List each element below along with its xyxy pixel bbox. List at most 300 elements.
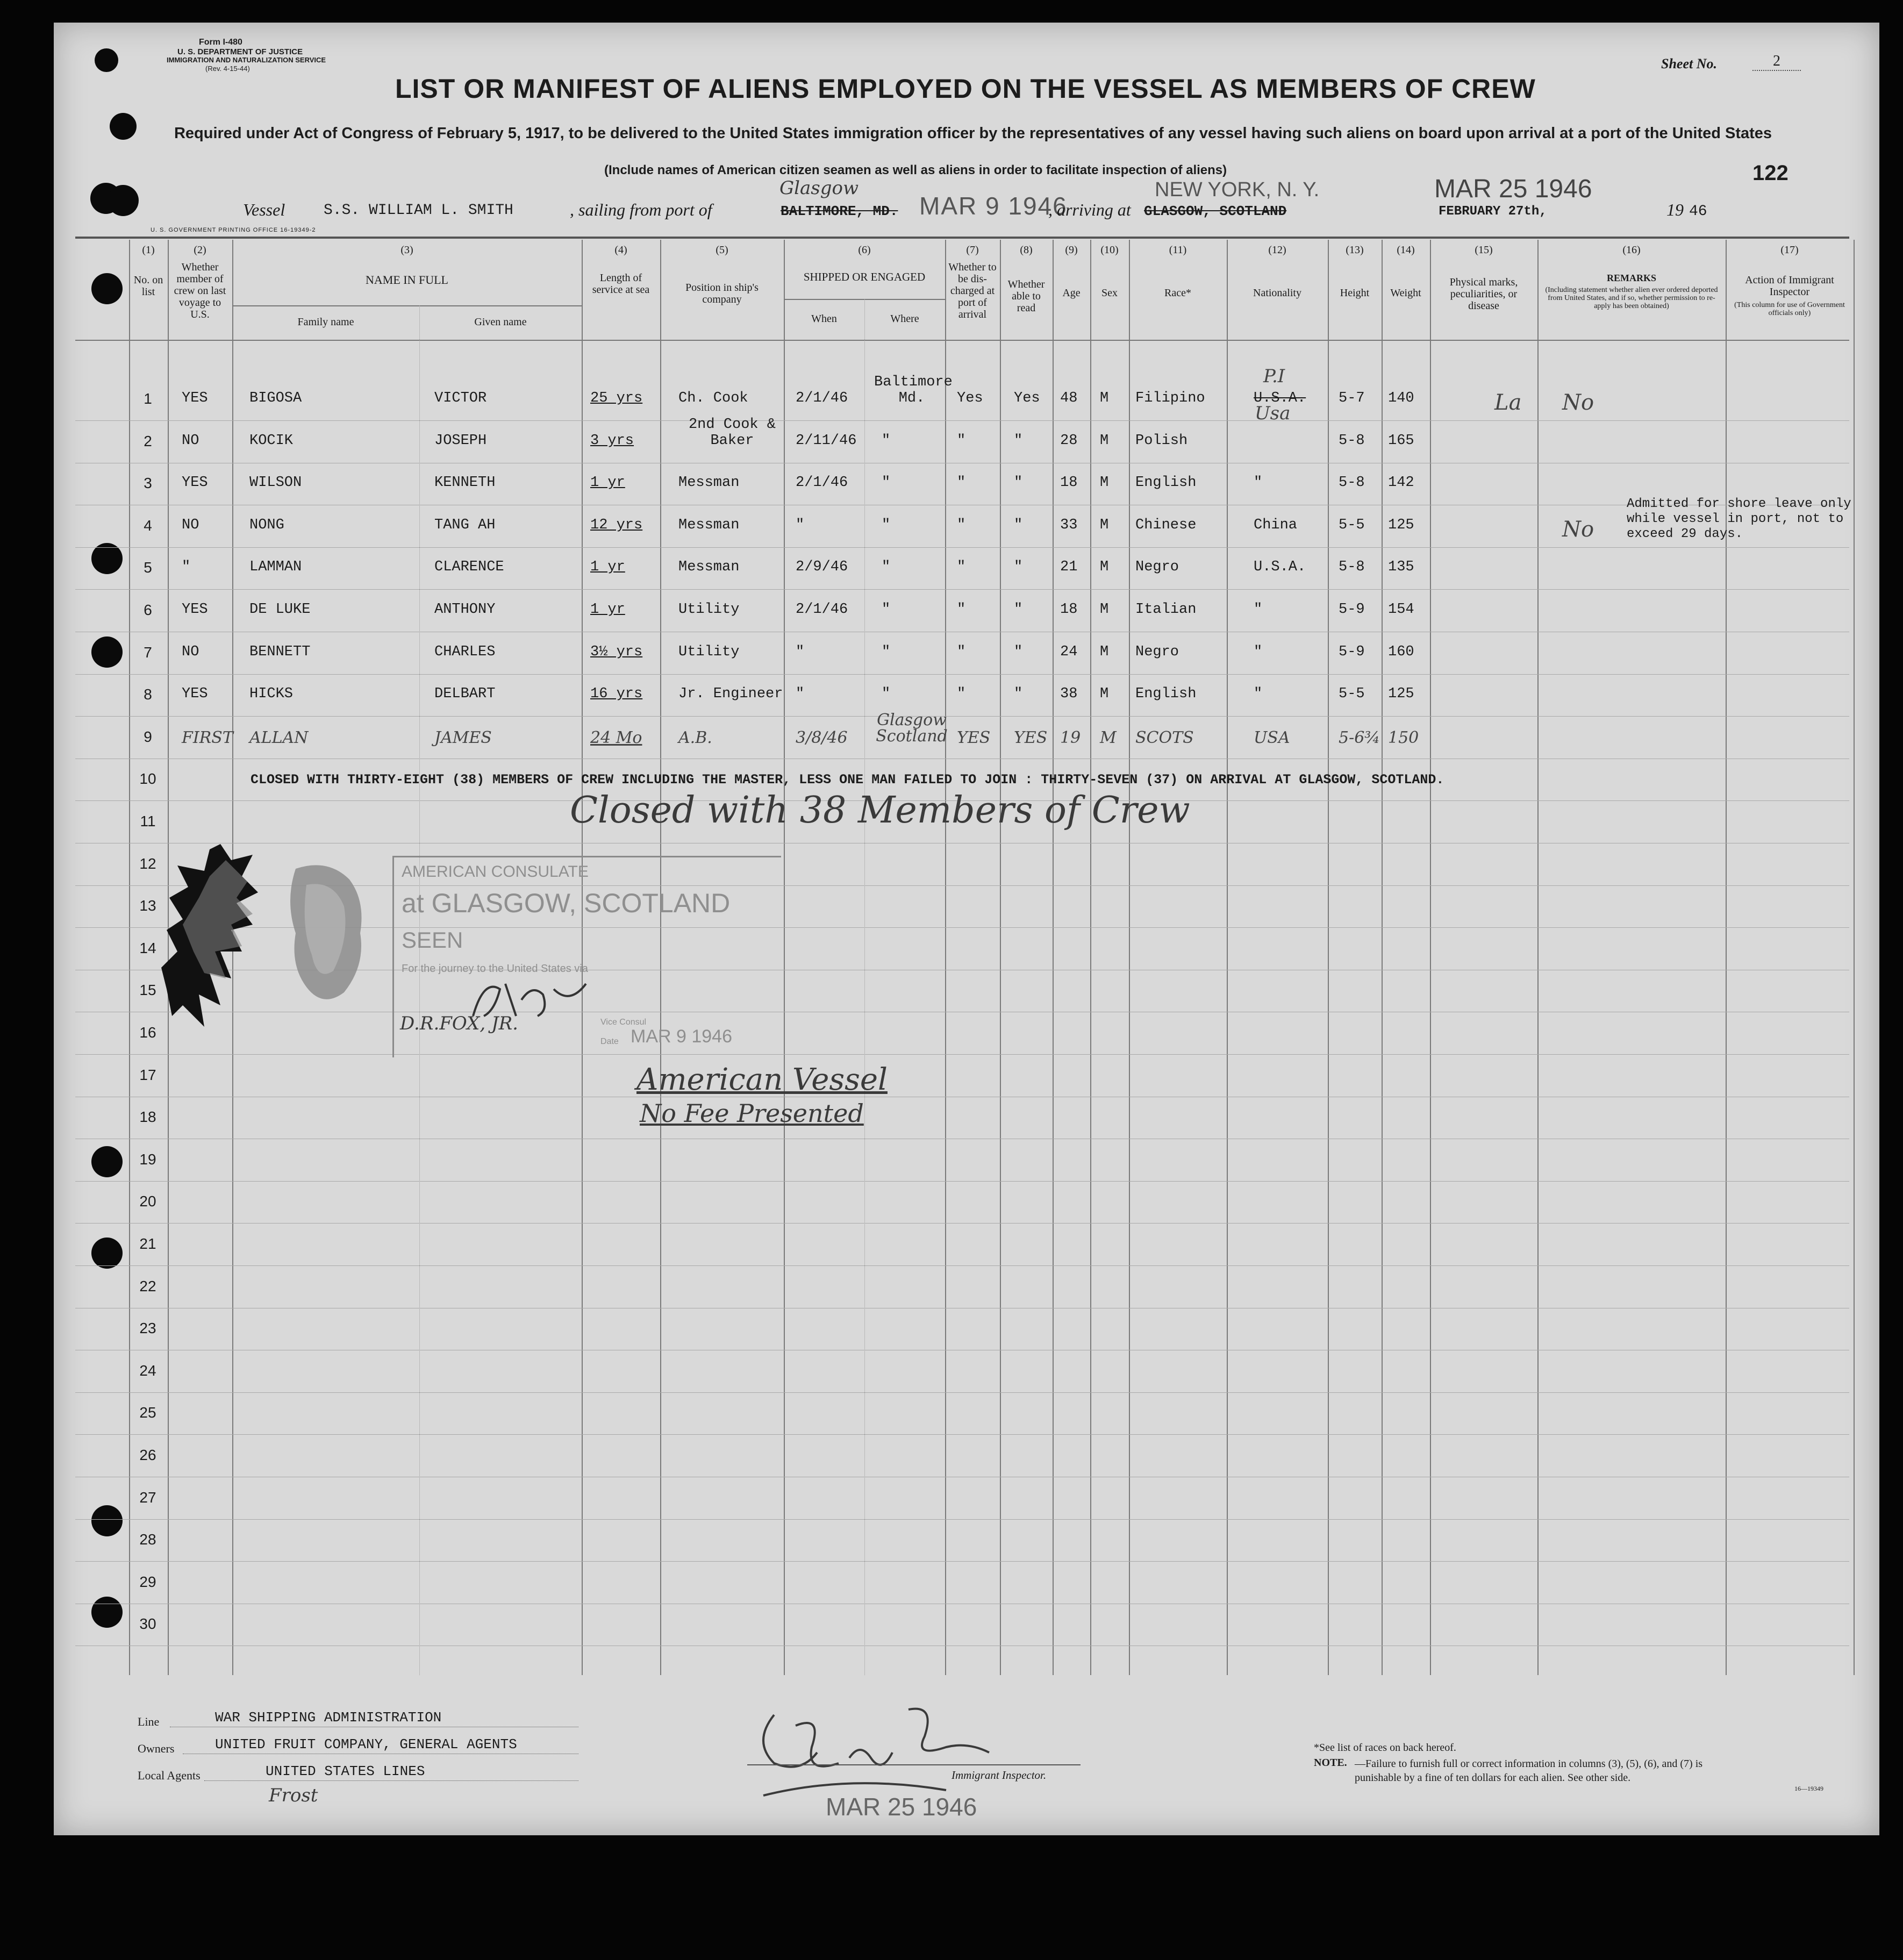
able-to-read-cell: Yes [1014,390,1040,406]
height-cell: 5-9 [1339,643,1365,660]
col-header-service: Length of service at sea [592,272,650,296]
footer-line-value: WAR SHIPPING ADMINISTRATION [215,1709,442,1726]
col-divider [1227,240,1228,1675]
note-text: —Failure to furnish full or correct information in columns (3), (5), (6), and (7) is punishable by a fine of ten dollars for each alien. See other side. [1355,1758,1703,1784]
age-cell: 38 [1060,686,1078,703]
height-cell: 5-8 [1339,475,1365,491]
height-cell: 5-7 [1339,390,1365,406]
sex-cell: M [1100,432,1109,449]
shipped-when-cell: " [796,643,805,660]
shipped-where-cell: " [882,602,891,618]
sex-cell: M [1100,686,1109,703]
family-name-cell: DE LUKE [249,602,311,618]
row-number: 10 [139,770,156,788]
binder-hole [91,273,123,304]
weight-cell: 135 [1388,559,1414,576]
last-voyage-cell: NO [182,432,199,449]
given-name-cell: JAMES [434,728,492,747]
footer-agents-label: Local Agents [138,1769,201,1782]
race-cell: Polish [1135,432,1188,449]
family-name-cell: LAMMAN [249,559,302,576]
able-to-read-cell: " [1014,559,1023,576]
consulate-stamp-line3: SEEN [402,927,463,953]
footer-agents-handwritten: Frost [269,1785,318,1806]
given-name-cell: KENNETH [434,475,496,491]
position-cell: Messman [678,559,740,576]
height-cell: 5-8 [1339,432,1365,449]
row-line [75,1054,1849,1055]
col-divider [1000,240,1001,1675]
discharged-cell: " [957,559,966,576]
shipped-when-cell: 2/9/46 [796,559,848,576]
row-number: 12 [139,855,156,872]
sex-cell: M [1100,475,1109,491]
shipped-where-cell: Baltimore Md. [874,374,953,406]
nationality-cell: " [1254,475,1263,491]
note-label: NOTE. [1314,1757,1347,1769]
row-line [75,420,1849,421]
nationality-cell: U.S.A. [1254,559,1306,576]
race-cell: Chinese [1135,517,1197,533]
american-vessel-annotation: American Vessel [636,1062,888,1097]
discharged-cell: YES [957,728,991,747]
age-cell: 33 [1060,517,1078,533]
revision: (Rev. 4-15-44) [205,65,250,73]
shipped-when-cell: " [796,686,805,703]
col-header-inspector-note: (This column for use of Government officials only) [1734,301,1845,317]
closing-typed-line: CLOSED WITH THIRTY-EIGHT (38) MEMBERS OF CREW INCLUDING THE MASTER, LESS ONE MAN FAILED TO JOIN : THIRTY-SEVEN (37) ON ARRIVAL AT GLASGOW, SCOTLAND. [251,772,1444,788]
shipped-when-cell: " [796,517,805,533]
sheet-label: Sheet No. [1661,56,1717,71]
row-number: 15 [139,982,156,999]
service-cell: 3½ yrs [590,643,643,660]
row-number: 16 [139,1024,156,1041]
race-cell: Negro [1135,559,1179,576]
family-name-cell: HICKS [249,686,294,703]
col-divider [1726,240,1727,1675]
sex-cell: M [1100,517,1109,533]
last-voyage-cell: FIRST [182,728,233,747]
discharged-cell: " [957,602,966,618]
binder-hole [91,1237,123,1269]
col-divider [1053,240,1054,1675]
able-to-read-cell: " [1014,475,1023,491]
row-number: 23 [139,1320,156,1337]
sex-cell: M [1100,559,1109,576]
row-number: 27 [139,1489,156,1506]
row-line [75,1265,1849,1266]
row-number: 8 [144,686,152,703]
remarks-cell: No [1562,390,1594,415]
last-voyage-cell: NO [182,517,199,533]
able-to-read-cell: " [1014,686,1023,703]
row-line [75,1223,1849,1224]
race-cell: Filipino [1135,390,1205,406]
col-num-7: (7) [966,244,979,256]
given-name-cell: CLARENCE [434,559,504,576]
shipped-where-cell: " [882,559,891,576]
table-header-border [75,340,1849,341]
physical-marks-cell: La [1494,390,1522,415]
year-suffix: 46 [1689,203,1707,220]
inspector-signature-rule [747,1764,1081,1765]
col-header-weight: Weight [1390,287,1421,299]
footer-agents-rule [204,1780,578,1781]
shipped-where-cell: " [882,432,891,449]
race-cell: English [1135,475,1197,491]
consulate-stamp-line4: For the journey to the United States via [402,963,588,975]
col-header-height: Height [1340,287,1370,299]
last-voyage-cell: YES [182,475,208,491]
col-header-read: Whether able to read [1007,278,1045,314]
col-num-16: (16) [1622,244,1641,256]
row-number: 3 [144,475,152,492]
inspector-label: Immigrant Inspector. [952,1769,1047,1782]
col-divider [945,240,946,1675]
service-cell: 12 yrs [590,517,643,533]
family-name-cell: WILSON [249,475,302,491]
service-cell: 1 yr [590,602,625,618]
last-voyage-cell: YES [182,602,208,618]
row-number: 30 [139,1615,156,1633]
race-cell: English [1135,686,1197,703]
position-cell: Utility [678,602,740,618]
col-header-no: No. on list [133,274,163,298]
shipped-when-cell: 2/11/46 [796,432,857,449]
able-to-read-cell: " [1014,517,1023,533]
consulate-date-label: Date [600,1037,619,1046]
col-header-sex: Sex [1101,287,1118,299]
row-number: 21 [139,1235,156,1252]
weight-cell: 154 [1388,602,1414,618]
required-text: Required under Act of Congress of February 5, 1917, to be delivered to the United States immigration officer by the representatives of any vessel having such aliens on board upon arrival at a port of the United States [174,125,1772,142]
service-cell: 24 Mo [590,728,642,747]
row-number: 13 [139,897,156,914]
sailing-label: , sailing from port of [570,200,712,219]
row-number: 5 [144,559,152,576]
col-header-inspector-action: Action of Immigrant Inspector [1745,274,1834,298]
col-header-age: Age [1062,287,1081,299]
service-cell: 16 yrs [590,686,643,703]
footer-owners-label: Owners [138,1742,175,1755]
discharged-cell: " [957,475,966,491]
service: IMMIGRATION AND NATURALIZATION SERVICE [167,56,326,64]
row-line [75,1181,1849,1182]
col-header-race: Race* [1164,287,1191,299]
sailing-date-stamp: MAR 9 1946 [919,192,1068,220]
shipped-when-cell: 2/1/46 [796,390,848,406]
row-number: 17 [139,1066,156,1083]
form-title: LIST OR MANIFEST OF ALIENS EMPLOYED ON THE VESSEL AS MEMBERS OF CREW [395,74,1536,104]
col-divider [1854,240,1855,1675]
weight-cell: 150 [1388,728,1419,747]
col-num-14: (14) [1397,244,1415,256]
row-number: 20 [139,1193,156,1210]
nationality-handwritten: Usa [1255,402,1291,424]
nationality-cell: USA [1254,728,1290,747]
race-cell: Italian [1135,602,1197,618]
position-cell: Jr. Engineer [678,686,783,703]
vessel-label: Vessel [243,200,285,219]
department: U. S. DEPARTMENT OF JUSTICE [177,47,303,56]
col-num-9: (9) [1065,244,1078,256]
col-num-12: (12) [1268,244,1286,256]
shipped-where-cell: " [882,517,891,533]
row-line [75,1434,1849,1435]
consulate-vice-consul: Vice Consul [600,1018,647,1027]
col-header-remarks-note: (Including statement whether alien ever ordered deported from United States, and if so, whether permission to re-apply has been obtained) [1545,286,1718,310]
sex-cell: M [1100,602,1109,618]
position-cell: Messman [678,475,740,491]
binder-hole [91,1597,123,1628]
col-header-physical-marks: Physical marks, peculiarities, or disease [1449,276,1518,312]
position-cell: 2nd Cook & Baker [688,416,776,449]
given-name-cell: DELBART [434,686,496,703]
sheet-no: 2 [1752,53,1801,71]
footer-owners-value: UNITED FRUIT COMPANY, GENERAL AGENTS [215,1736,517,1752]
nationality-cell: " [1254,643,1263,660]
arriving-label: , arriving at [1048,200,1131,219]
age-cell: 28 [1060,432,1078,449]
include-text: (Include names of American citizen seamen as well as aliens in order to facilitate inspection of aliens) [604,163,1227,177]
position-cell: Utility [678,643,740,660]
footer-agents-value: UNITED STATES LINES [266,1763,425,1779]
sailing-port-handwritten: Glasgow [779,177,859,199]
family-name-cell: ALLAN [249,728,309,747]
age-cell: 48 [1060,390,1078,406]
row-line [75,547,1849,548]
col-num-3: (3) [400,244,413,256]
last-voyage-cell: YES [182,390,208,406]
last-voyage-cell: " [182,559,191,576]
closing-handwritten: Closed with 38 Members of Crew [570,789,1190,832]
nationality-cell: " [1254,602,1263,618]
col-header-position: Position in ship's company [685,282,759,305]
no-fee-annotation: No Fee Presented [640,1099,864,1128]
year-prefix: 19 [1666,200,1684,219]
given-name-cell: CHARLES [434,643,496,660]
col-num-13: (13) [1346,244,1364,256]
position-cell: Messman [678,517,740,533]
col-num-2: (2) [194,244,206,256]
inspector-date-stamp: MAR 25 1946 [826,1793,977,1821]
col-divider [784,240,785,1675]
embossed-seal-light [285,863,366,1003]
arrival-port-stamp: NEW YORK, N. Y. [1155,178,1320,201]
row-number: 18 [139,1108,156,1126]
row-number: 26 [139,1447,156,1463]
row-line [75,589,1849,590]
col-num-1: (1) [142,244,155,256]
admitted-shore-leave-note: Admitted for shore leave only while vessel in port, not to exceed 29 days. [1627,497,1851,541]
position-cell: A.B. [678,728,712,747]
consulate-stamp-line2: at GLASGOW, SCOTLAND [402,888,731,918]
binder-hole [95,48,118,72]
footer-line-label: Line [138,1715,160,1728]
sailing-port-struck: BALTIMORE, MD. [781,203,898,219]
arrival-date-stamp: MAR 25 1946 [1434,175,1592,203]
col-header-nationality: Nationality [1253,287,1301,299]
col-divider [1328,240,1329,1675]
row-number: 1 [144,390,152,407]
row-line [75,1392,1849,1393]
col-divider [1090,240,1091,1675]
row-number: 6 [144,602,152,618]
able-to-read-cell: " [1014,643,1023,660]
nationality-cell: China [1254,517,1298,533]
row-line [75,1519,1849,1520]
row-line [75,1561,1849,1562]
consulate-stamp-line1: AMERICAN CONSULATE [402,863,589,881]
arrival-date-typed: FEBRUARY 27th, [1439,204,1547,219]
weight-cell: 140 [1388,390,1414,406]
binder-hole [91,1505,123,1536]
races-note: *See list of races on back hereof. [1314,1742,1456,1754]
service-cell: 3 yrs [590,432,634,449]
form-code: 16—19349 [1794,1785,1823,1792]
given-name-cell: JOSEPH [434,432,487,449]
col-header-given-name: Given name [474,316,527,328]
row-number: 25 [139,1404,156,1421]
age-cell: 21 [1060,559,1078,576]
col-num-11: (11) [1169,244,1187,256]
row-number: 29 [139,1573,156,1590]
service-cell: 25 yrs [590,390,643,406]
given-name-cell: TANG AH [434,517,496,533]
consulate-date: MAR 9 1946 [631,1026,732,1047]
race-cell: Negro [1135,643,1179,660]
col-divider [1430,240,1431,1675]
name-subheader-line [232,305,582,306]
consul-signer-name: D.R.FOX, JR. [400,1013,518,1034]
binder-hole [91,1146,123,1177]
row-line [75,674,1849,675]
remarks-cell: No [1562,517,1594,542]
race-cell: SCOTS [1135,728,1194,747]
sex-cell: M [1100,643,1109,660]
age-cell: 19 [1060,728,1081,747]
col-header-discharged: Whether to be dis-charged at port of arrival [948,261,997,320]
binder-hole [108,185,139,216]
col-header-family-name: Family name [297,316,354,328]
family-name-cell: BIGOSA [249,390,302,406]
discharged-cell: Yes [957,390,983,406]
col-num-5: (5) [716,244,728,256]
row-number: 2 [144,432,152,449]
row-number: 14 [139,939,156,956]
row-number: 11 [140,813,156,829]
able-to-read-cell: " [1014,432,1023,449]
discharged-cell: " [957,643,966,660]
able-to-read-cell: YES [1014,728,1048,747]
height-cell: 5-9 [1339,602,1365,618]
col-num-10: (10) [1100,244,1119,256]
weight-cell: 160 [1388,643,1414,660]
weight-cell: 125 [1388,517,1414,533]
col-num-17: (17) [1780,244,1799,256]
sex-cell: M [1100,390,1109,406]
family-name-cell: NONG [249,517,284,533]
row-number: 4 [144,517,152,534]
age-cell: 18 [1060,475,1078,491]
col-header-last-voyage: Whether member of crew on last voyage to U.S. [174,261,226,320]
row-number: 9 [144,728,152,745]
binder-hole [110,113,137,140]
col-num-4: (4) [614,244,627,256]
row-line [75,716,1849,717]
arrival-port-struck: GLASGOW, SCOTLAND [1144,203,1287,219]
nationality-handwritten: P.I [1263,366,1285,387]
position-cell: Ch. Cook [678,390,748,406]
page-number: 122 [1752,161,1788,185]
col-divider [1382,240,1383,1675]
col-divider [1129,240,1130,1675]
embossed-seal-dark [161,844,258,1027]
discharged-cell: " [957,517,966,533]
shipped-where-cell: " [882,686,891,703]
given-name-cell: VICTOR [434,390,487,406]
service-cell: 1 yr [590,559,625,576]
service-cell: 1 yr [590,475,625,491]
weight-cell: 125 [1388,686,1414,703]
form-id: Form I-480 [199,38,242,47]
col-divider [1537,240,1539,1675]
binder-hole [91,636,123,668]
col-num-15: (15) [1475,244,1493,256]
family-name-cell: KOCIK [249,432,294,449]
col-num-6: (6) [858,244,871,256]
col-header-where: Where [890,313,919,325]
row-number: 7 [144,643,152,661]
shipped-where-cell: " [882,643,891,660]
age-cell: 24 [1060,643,1078,660]
vessel-name: S.S. WILLIAM L. SMITH [324,202,513,219]
row-number: 24 [139,1362,156,1379]
printing-office: U. S. GOVERNMENT PRINTING OFFICE 16-19349-2 [151,227,316,233]
table-top-border [75,237,1849,239]
col-header-name: NAME IN FULL [366,273,448,287]
col-header-shipped: SHIPPED OR ENGAGED [803,270,926,283]
family-name-cell: BENNETT [249,643,311,660]
col-header-when: When [811,313,837,325]
row-number: 28 [139,1531,156,1548]
col-divider [129,240,130,1675]
nationality-cell: " [1254,686,1263,703]
discharged-cell: " [957,686,966,703]
shipped-when-cell: 3/8/46 [796,728,848,747]
height-cell: 5-5 [1339,517,1365,533]
able-to-read-cell: " [1014,602,1023,618]
weight-cell: 142 [1388,475,1414,491]
nationality-cell: U.S.A. [1254,390,1306,406]
col-num-8: (8) [1020,244,1033,256]
discharged-cell: " [957,432,966,449]
age-cell: 18 [1060,602,1078,618]
last-voyage-cell: NO [182,643,199,660]
weight-cell: 165 [1388,432,1414,449]
height-cell: 5-6¾ [1339,728,1380,747]
shipped-where-cell: " [882,475,891,491]
row-number: 19 [139,1150,156,1168]
height-cell: 5-5 [1339,686,1365,703]
shipped-where-cell: Glasgow Scotland [876,710,948,746]
sex-cell: M [1100,728,1117,747]
given-name-cell: ANTHONY [434,602,496,618]
col-header-remarks: REMARKS [1606,273,1656,283]
shipped-when-cell: 2/1/46 [796,602,848,618]
last-voyage-cell: YES [182,686,208,703]
row-number: 22 [139,1277,156,1294]
